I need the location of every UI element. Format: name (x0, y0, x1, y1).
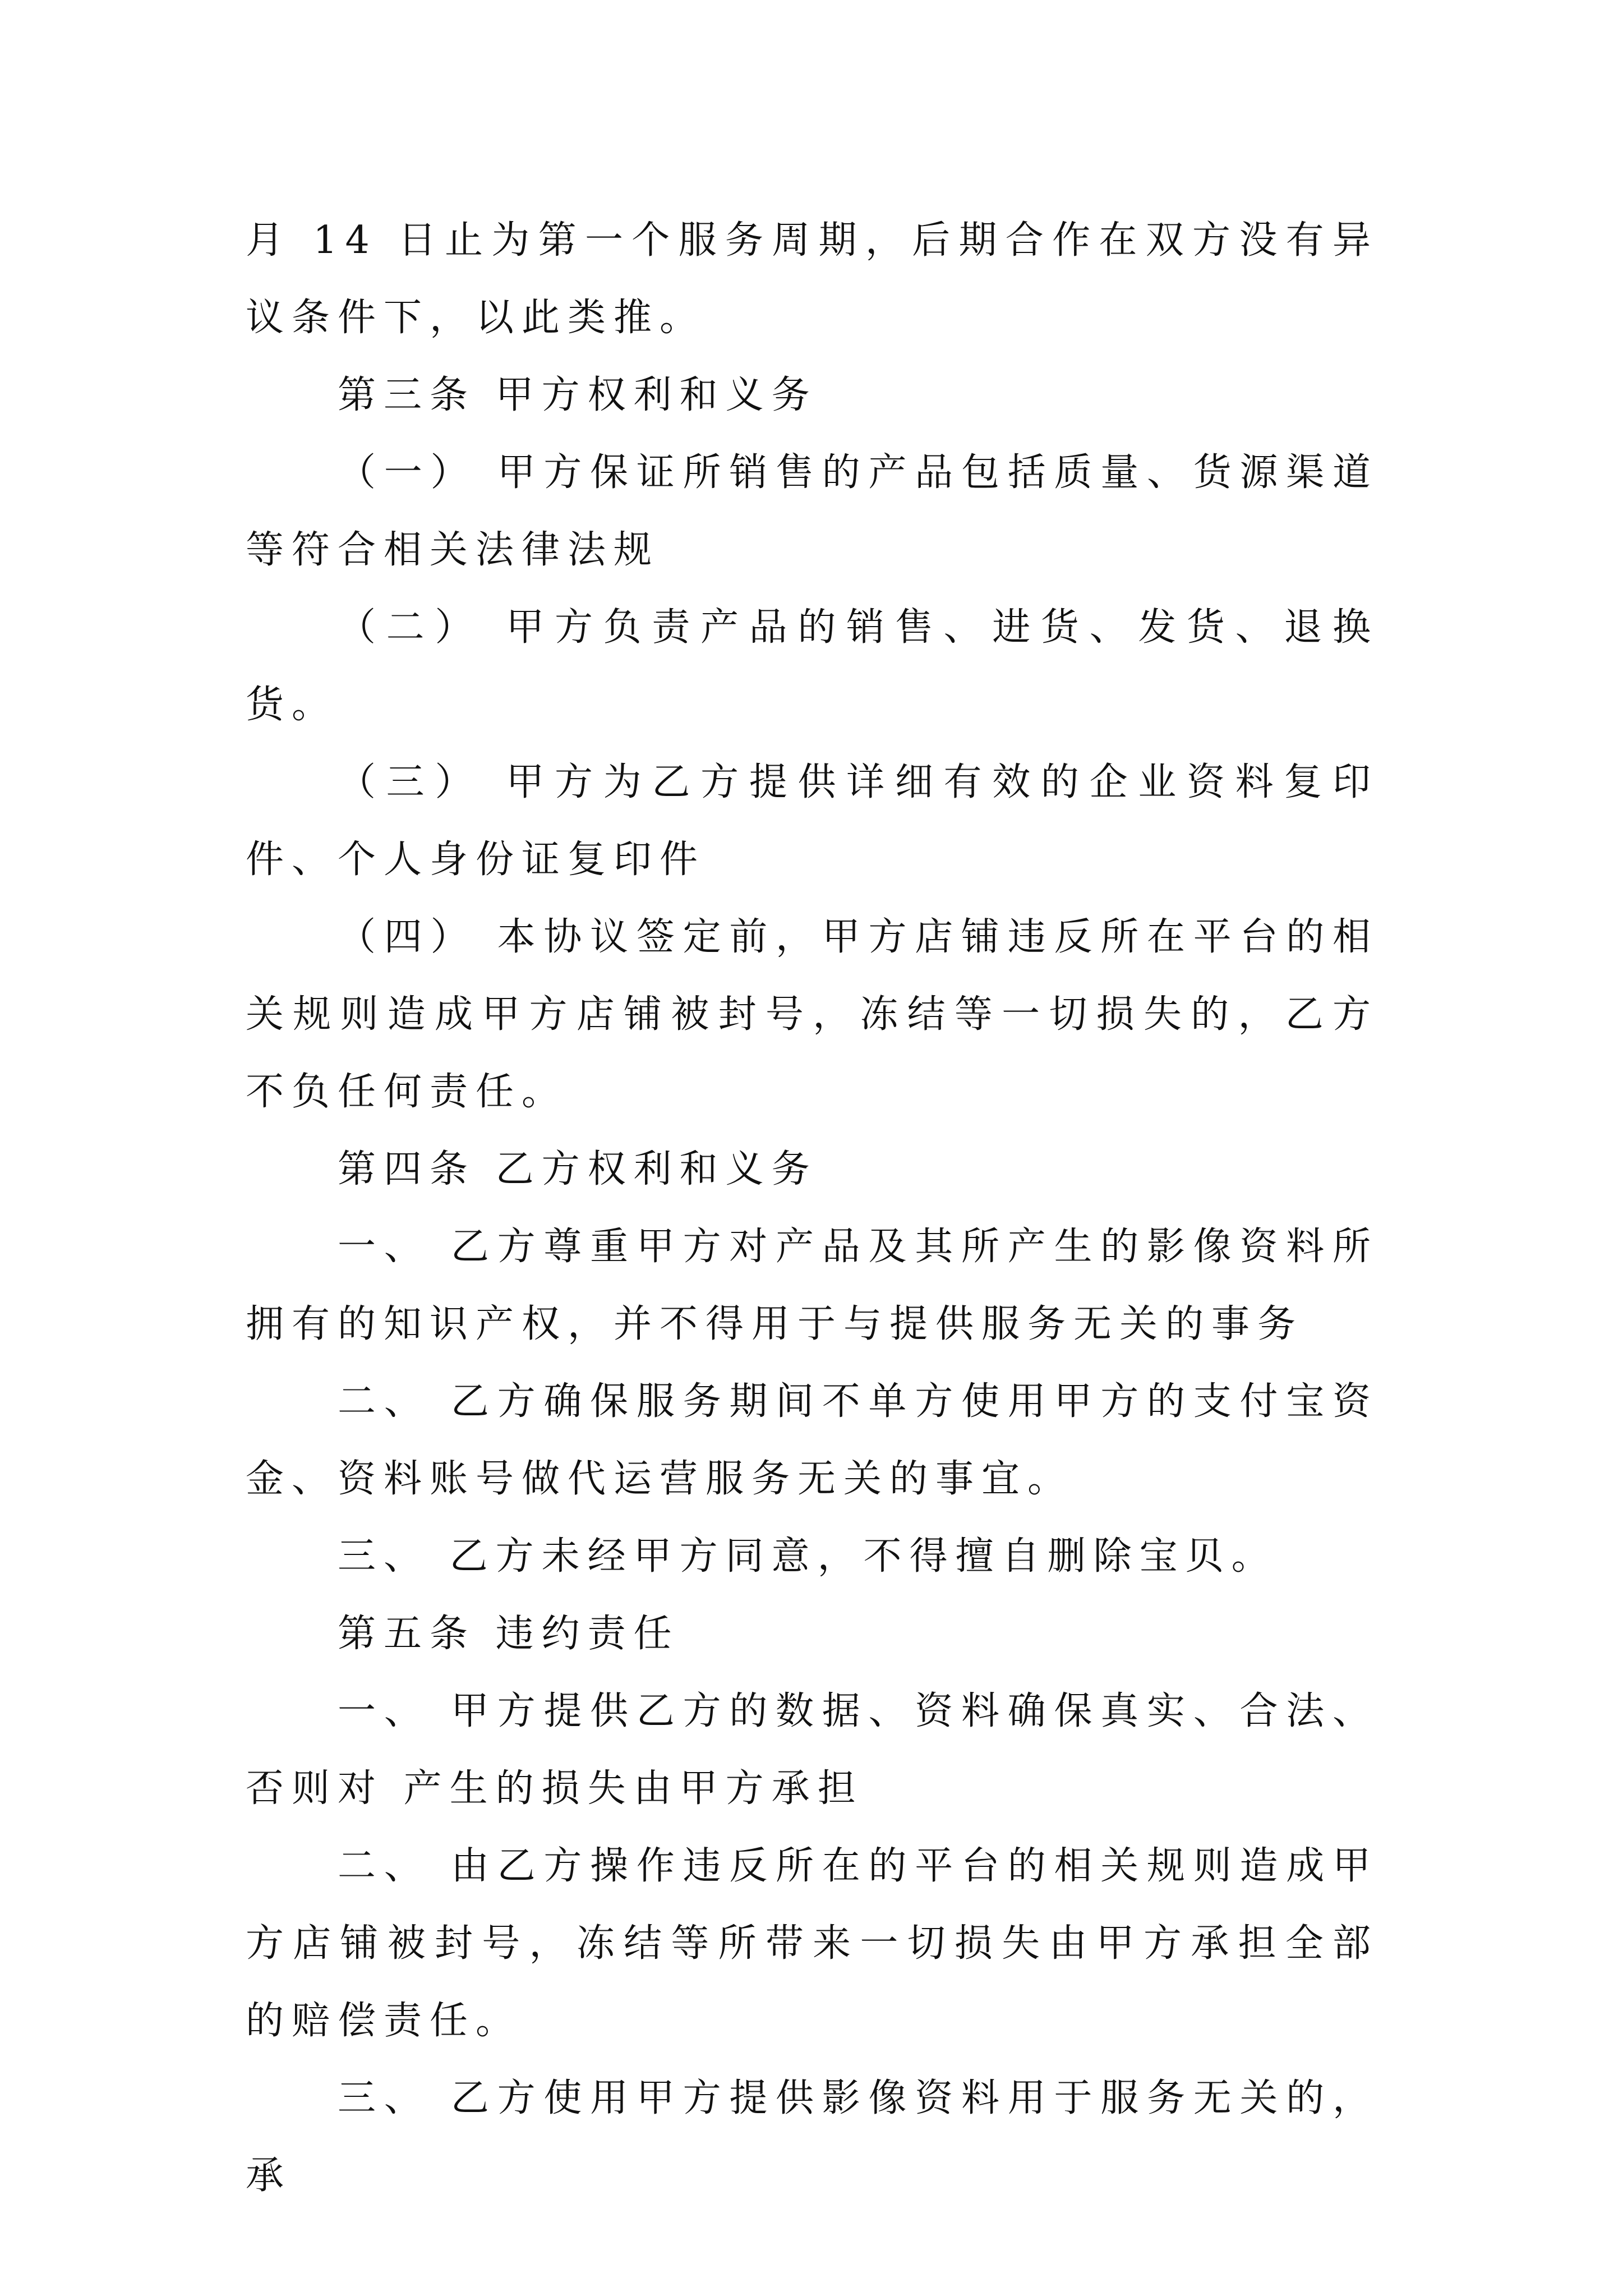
clause-5-2: 二、 由乙方操作违反所在的平台的相关规则造成甲方店铺被封号，冻结等所带来一切损失由甲方承担全部的赔偿责任。 (246, 1844, 1378, 2043)
clause-3-3: （三） 甲方为乙方提供详细有效的企业资料复印件、个人身份证复印件 (246, 760, 1378, 882)
clause-3-2: （二） 甲方负责产品的销售、进货、发货、退换货。 (246, 605, 1378, 727)
clause-4-1: 一、 乙方尊重甲方对产品及其所产生的影像资料所拥有的知识产权，并不得用于与提供服务无关的事务 (246, 1225, 1378, 1346)
section-heading-article-3: 第三条 甲方权利和义务 (338, 373, 818, 417)
section-heading-article-4: 第四条 乙方权利和义务 (338, 1147, 818, 1191)
clause-4-2: 二、 乙方确保服务期间不单方使用甲方的支付宝资金、资料账号做代运营服务无关的事宜。 (246, 1379, 1378, 1501)
section-heading-article-5: 第五条 违约责任 (338, 1612, 680, 1656)
clause-3-1: （一） 甲方保证所销售的产品包括质量、货源渠道等符合相关法律法规 (246, 450, 1378, 572)
clause-5-1: 一、 甲方提供乙方的数据、资料确保真实、合法、否则对 产生的损失由甲方承担 (246, 1689, 1378, 1811)
clause-3-4: （四） 本协议签定前，甲方店铺违反所在平台的相关规则造成甲方店铺被封号，冻结等一切损失的，乙方不负任何责任。 (246, 915, 1378, 1114)
clause-5-3: 三、 乙方使用甲方提供影像资料用于服务无关的，承 (246, 2076, 1378, 2198)
document-body (246, 202, 1378, 2215)
clause-4-3: 三、 乙方未经甲方同意，不得擅自删除宝贝。 (338, 1534, 1278, 1579)
paragraph-continuation: 月 14 日止为第一个服务周期，后期合作在双方没有异议条件下，以此类推。 (246, 218, 1378, 340)
